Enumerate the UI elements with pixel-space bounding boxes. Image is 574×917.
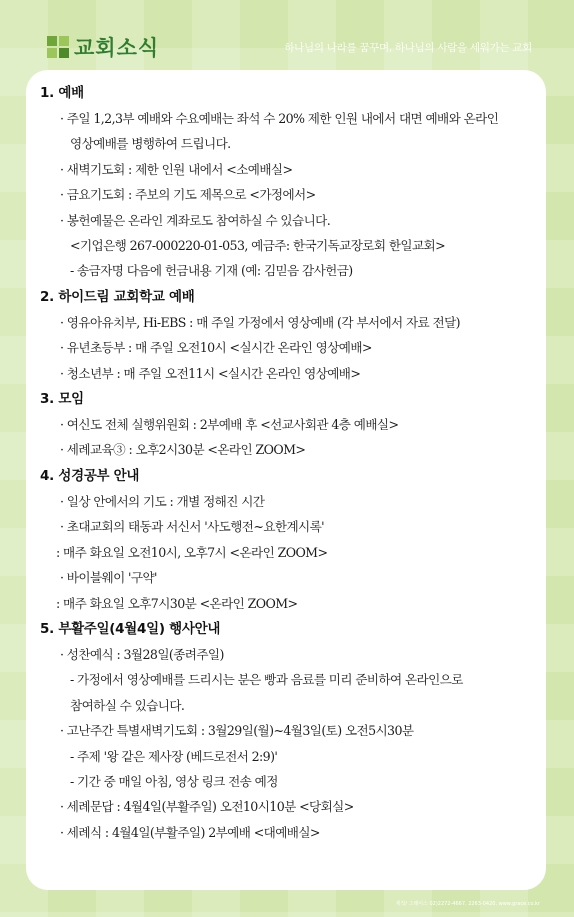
news-line: · 성찬예식 : 3월28일(종려주일) (60, 646, 224, 662)
section-title: 3. 모임 (40, 391, 84, 408)
news-line: · 금요기도회 : 주보의 기도 제목으로 <가정에서> (60, 187, 316, 203)
section-title: 5. 부활주일(4월4일) 행사안내 (40, 620, 221, 637)
news-line: : 매주 화요일 오후7시30분 <온라인 ZOOM> (56, 595, 298, 611)
news-line: · 세례교육③ : 오후2시30분 <온라인 ZOOM> (60, 442, 306, 458)
news-line: - 기간 중 매일 아침, 영상 링크 전송 예정 (70, 773, 278, 789)
news-line: · 고난주간 특별새벽기도회 : 3월29일(월)~4월3일(토) 오전5시30분 (60, 723, 414, 739)
news-line: · 주일 1,2,3부 예배와 수요예배는 좌석 수 20% 제한 인원 내에서 대면 예배와 온라인 (60, 111, 499, 126)
section-title: 4. 성경공부 안내 (40, 467, 140, 484)
news-line: · 여신도 전체 실행위원회 : 2부예배 후 <선교사회관 4층 예배실> (60, 417, 399, 433)
news-line: - 가정에서 영상예배를 드리시는 분은 빵과 음료를 미리 준비하여 온라인으로 (70, 672, 463, 688)
news-line: · 바이블웨이 '구약' (60, 570, 157, 586)
news-line: <기업은행 267-000220-01-053, 예금주: 한국기독교장로회 한일교회> (70, 238, 446, 254)
news-line: · 영유아유치부, Hi-EBS : 매 주일 가정에서 영상예배 (각 부서에서 자료 전달) (60, 314, 460, 330)
news-line: · 세례문답 : 4월4일(부활주일) 오전10시10분 <당회실> (60, 799, 354, 815)
news-line: - 주제 '왕 같은 제사장 (베드로전서 2:9)' (70, 748, 278, 764)
section-3 (40, 386, 540, 463)
news-line: - 송금자명 다음에 헌금내용 기재 (예: 김믿음 감사헌금) (70, 263, 353, 279)
news-line: · 유년초등부 : 매 주일 오전10시 <실시간 온라인 영상예배> (60, 340, 372, 356)
news-line: : 매주 화요일 오전10시, 오후7시 <온라인 ZOOM> (56, 544, 328, 560)
news-line: · 세례식 : 4월4일(부활주일) 2부예배 <대예배실> (60, 824, 320, 840)
section-2 (40, 284, 540, 386)
section-5 (40, 616, 540, 845)
news-line: 참여하실 수 있습니다. (70, 697, 185, 713)
news-line: · 봉헌예물은 온라인 계좌로도 참여하실 수 있습니다. (60, 212, 331, 228)
news-line: · 일상 안에서의 기도 : 개별 정해진 시간 (60, 493, 265, 509)
news-line: · 초대교회의 태동과 서신서 '사도행전~요한계시록' (60, 519, 325, 535)
news-line: · 청소년부 : 매 주일 오전11시 <실시간 온라인 영상예배> (60, 365, 361, 381)
section-4 (40, 463, 540, 616)
section-title: 2. 하이드림 교회학교 예배 (40, 288, 195, 305)
news-line: · 새벽기도회 : 제한 인원 내에서 <소예배실> (60, 161, 293, 177)
header (0, 0, 574, 68)
tagline: 하나님의 나라를 꿈꾸며, 하나님의 사람을 세워가는 교회 (284, 42, 532, 54)
section-1 (40, 80, 540, 284)
news-line: 영상예배를 병행하여 드립니다. (70, 136, 231, 152)
logo-grid-icon (47, 36, 69, 58)
footer-credit: 제작/ 그레이스 02)2272-4667, 2263-0420, www.grace.co.kr (395, 901, 540, 907)
section-title: 1. 예배 (40, 85, 84, 101)
page-title: 교회소식 (74, 36, 160, 60)
news-card (26, 70, 546, 890)
news-content (40, 80, 540, 845)
